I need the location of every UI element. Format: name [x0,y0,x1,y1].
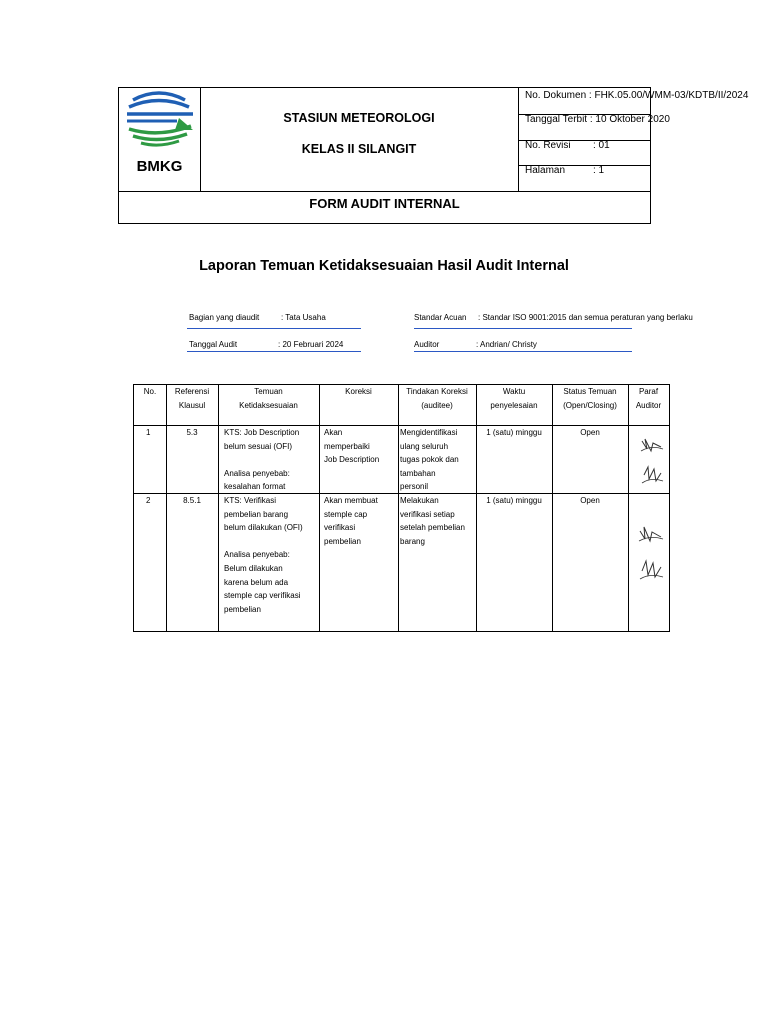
row2-reference: 8.5.1 [183,496,201,505]
header-status: Status Temuan (Open/Closing) [563,387,617,410]
row2-finding: KTS: Verifikasi pembelian barang belum dilakukan (OFI) Analisa penyebab: Belum dilakukan karena belum ada stemple cap verifikasi pembelian [224,496,303,614]
row2-action: Melakukan verifikasi setiap setelah pembelian barang [400,496,465,546]
info-underline [187,328,361,329]
form-title-row [119,191,650,225]
row2-no: 2 [146,496,151,505]
signature-image [639,431,665,489]
standard-value: : Standar ISO 9001:2015 dan semua peraturan yang berlaku [478,313,693,322]
header-auditor-initial: Paraf Auditor [635,387,662,410]
auditor-label: Auditor [414,340,440,349]
audit-date-value: : 20 Februari 2024 [278,340,344,349]
form-title: FORM AUDIT INTERNAL [309,196,460,211]
info-underline [187,351,361,352]
revision-label: No. Revisi [525,140,571,151]
row1-action: Mengidentifikasi ulang seluruh tugas pokok dan tambahan personil [400,428,459,492]
bmkg-logo [119,88,200,191]
row1-no: 1 [146,428,151,437]
header-finding: Temuan Ketidaksesuaian [239,387,298,410]
row2-time: 1 (satu) minggu [486,496,542,505]
column-divider [319,385,320,631]
findings-table [133,384,670,632]
row1-reference: 5.3 [186,428,198,437]
header-reference: Referensi Klausul [174,387,210,410]
row1-finding: KTS: Job Description belum sesuai (OFI) Analisa penyebab: kesalahan format [224,428,300,492]
org-name-line2: KELAS II SILANGIT [301,142,417,156]
column-divider [476,385,477,631]
audited-dept-label: Bagian yang diaudit [189,313,260,322]
header-correction: Koreksi [345,387,372,396]
column-divider [628,385,629,631]
document-number: No. Dokumen : FHK.05.00/WMM-03/KDTB/II/2024 [525,90,749,101]
header-no: No. [143,387,157,396]
organization-cell [200,88,519,191]
row1-status: Open [580,428,600,437]
logo-text: BMKG [136,158,183,175]
document-header [118,87,749,224]
report-title: Laporan Temuan Ketidaksesuaian Hasil Audit Internal [199,258,569,274]
revision-value: : 01 [593,140,610,151]
column-divider [552,385,553,631]
page-label: Halaman [525,165,566,176]
signature-image [637,519,665,585]
standard-label: Standar Acuan [414,313,467,322]
auditor-value: : Andrian/ Christy [476,340,537,349]
info-underline [414,351,632,352]
column-divider [166,385,167,631]
column-divider [218,385,219,631]
page-value: : 1 [593,165,605,176]
header-corrective-action: Tindakan Koreksi (auditee) [406,387,468,410]
header-completion-time: Waktu penyelesaian [490,387,538,410]
row2-correction: Akan membuat stemple cap verifikasi pembelian [324,496,378,546]
row1-correction: Akan memperbaiki Job Description [324,428,380,465]
column-divider [398,385,399,631]
row1-time: 1 (satu) minggu [486,428,542,437]
audit-date-label: Tanggal Audit [189,340,238,349]
row2-status: Open [580,496,600,505]
info-underline [414,328,632,329]
audited-dept-value: : Tata Usaha [281,313,326,322]
issue-date: Tanggal Terbit : 10 Oktober 2020 [525,114,670,125]
org-name-line1: STASIUN METEOROLOGI [283,111,435,125]
logo-cell [119,88,201,191]
